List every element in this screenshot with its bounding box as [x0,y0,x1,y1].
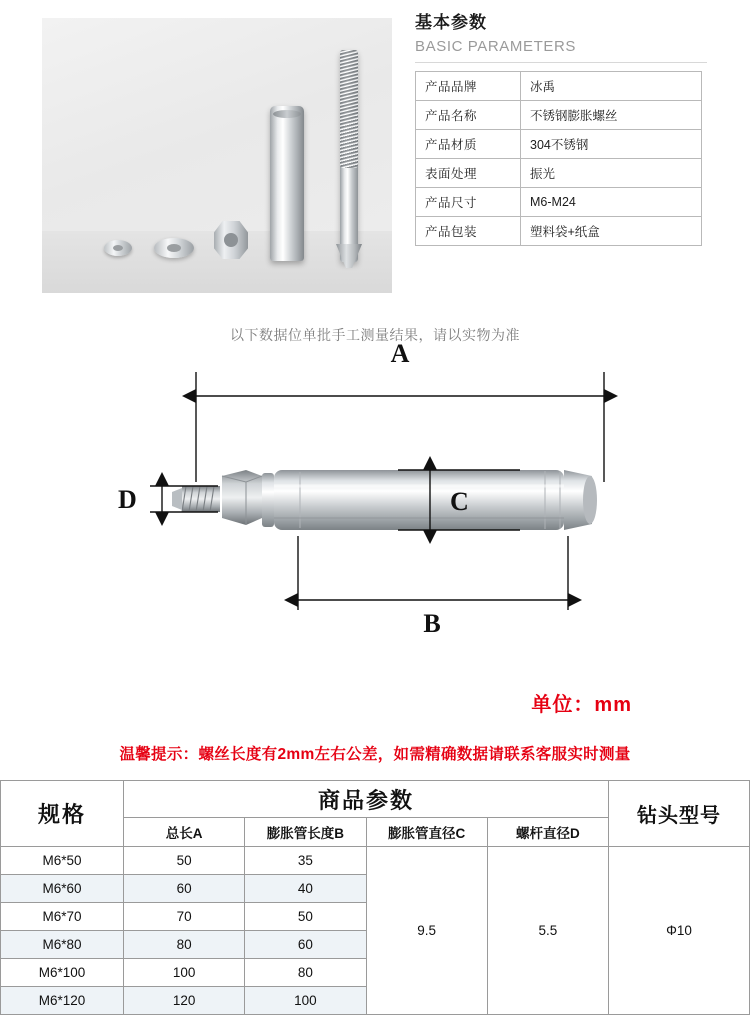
dimension-diagram [0,310,750,670]
subheader-sleeve-length-b: 膨胀管长度B [245,818,366,847]
cell-spec: M6*50 [1,847,124,875]
subheader-sleeve-diameter-c: 膨胀管直径C [366,818,487,847]
cell-total-length: 60 [124,875,245,903]
spec-header-row [1,781,750,818]
param-key: 产品材质 [416,130,521,159]
table-row [1,847,750,875]
param-key: 表面处理 [416,159,521,188]
param-value: 不锈钢膨胀螺丝 [521,101,702,130]
param-key: 产品名称 [416,101,521,130]
cell-total-length: 80 [124,931,245,959]
unit-label: 单位：mm [531,694,632,716]
header-drill-model: 钻头型号 [609,781,750,847]
basic-params-table [415,71,702,246]
label-b: B [423,609,441,638]
cell-spec: M6*70 [1,903,124,931]
basic-parameters-block [415,8,707,246]
tolerance-warning: 温馨提示：螺丝长度有2mm左右公差，如需精确数据请联系客服实时测量 [119,746,631,763]
cell-total-length: 70 [124,903,245,931]
label-c: C [450,487,469,516]
param-key: 产品尺寸 [416,188,521,217]
dimension-b [298,536,568,610]
cell-spec: M6*100 [1,959,124,987]
param-value: 振光 [521,159,702,188]
table-row [416,159,702,188]
spec-table-wrap [0,780,750,1015]
cell-spec: M6*80 [1,931,124,959]
label-d: D [118,485,137,514]
table-row [416,72,702,101]
small-washer-part [104,240,132,256]
subheader-total-length-a: 总长A [124,818,245,847]
anchor-bolt-illustration [172,470,597,530]
cell-sleeve-length: 100 [245,987,366,1015]
measurement-note: 以下数据位单批手工测量结果，请以实物为准 [230,327,520,343]
spec-table [0,780,750,1015]
expansion-sleeve-part [270,106,304,261]
param-value: 304不锈钢 [521,130,702,159]
basic-params-title-cn: 基本参数 [415,13,487,32]
bolt-thread-part [340,50,358,168]
cell-total-length: 50 [124,847,245,875]
table-row [416,130,702,159]
cell-sleeve-length: 50 [245,903,366,931]
cell-sleeve-diameter: 9.5 [366,847,487,1015]
cell-sleeve-length: 35 [245,847,366,875]
table-row [416,101,702,130]
large-washer-part [154,238,194,258]
param-value: 塑料袋+纸盒 [521,217,702,246]
cell-rod-diameter: 5.5 [487,847,608,1015]
basic-params-title-en: BASIC PARAMETERS [415,38,707,63]
param-key: 产品包装 [416,217,521,246]
subheader-rod-diameter-d: 螺杆直径D [487,818,608,847]
param-value: M6-M24 [521,188,702,217]
dimension-a [196,372,604,482]
cell-total-length: 100 [124,959,245,987]
param-value: 冰禹 [521,72,702,101]
table-row [416,217,702,246]
hex-nut-part [214,221,248,259]
label-a: A [390,339,410,368]
cell-sleeve-length: 60 [245,931,366,959]
cell-sleeve-length: 80 [245,959,366,987]
cell-spec: M6*120 [1,987,124,1015]
header-goods-params: 商品参数 [124,781,609,818]
cell-drill-model: Φ10 [609,847,750,1015]
top-section [0,0,750,343]
cell-sleeve-length: 40 [245,875,366,903]
table-row [416,188,702,217]
header-spec: 规格 [1,781,124,847]
dimension-diagram-svg [0,310,750,670]
product-photo [42,18,392,293]
cell-total-length: 120 [124,987,245,1015]
param-key: 产品品牌 [416,72,521,101]
cell-spec: M6*60 [1,875,124,903]
